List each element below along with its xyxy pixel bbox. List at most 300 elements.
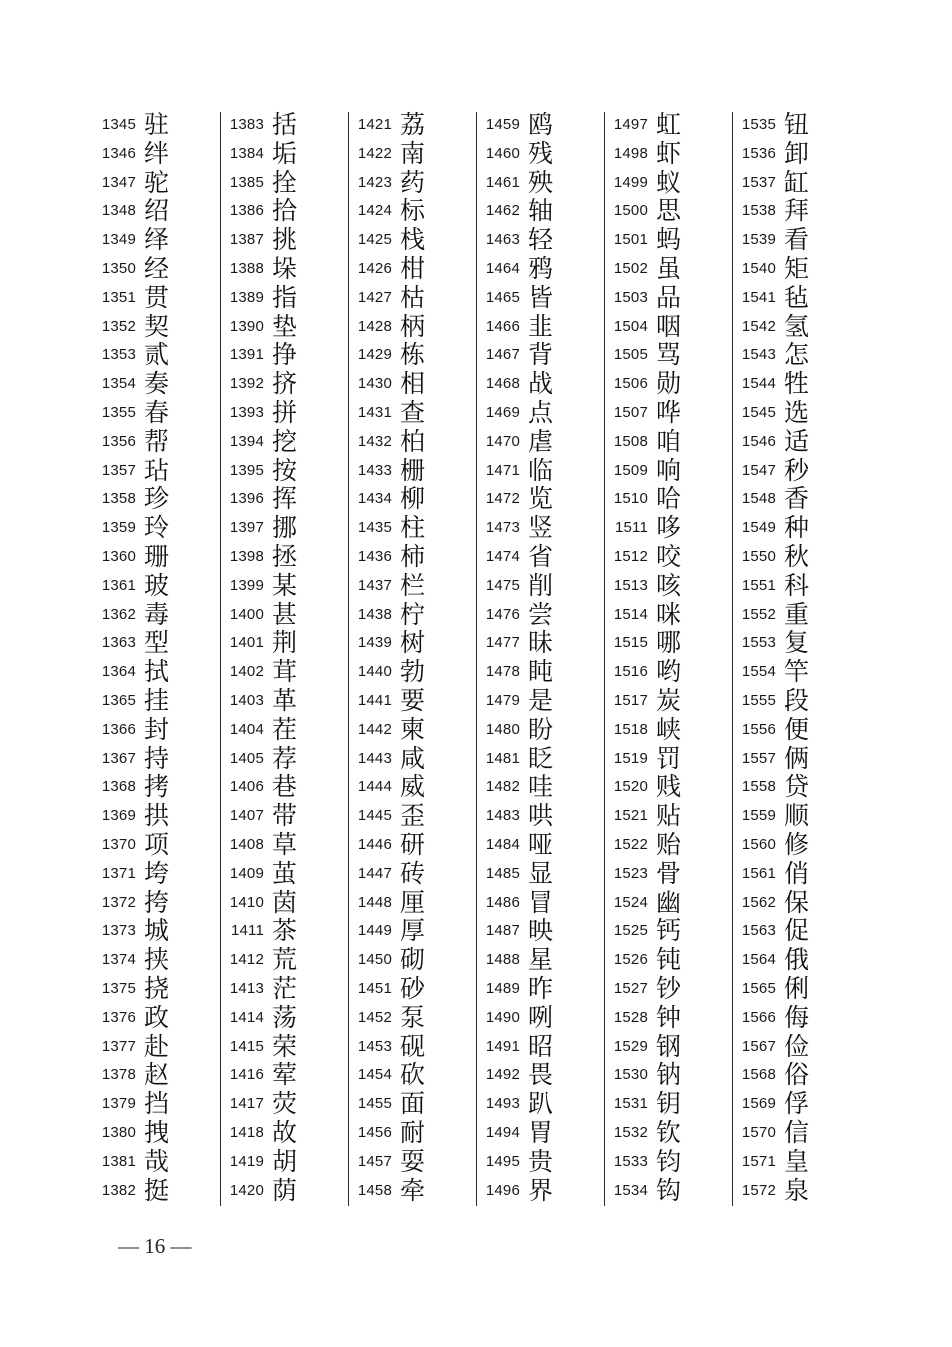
entry-number: 1386 [229,202,264,220]
entry-number: 1496 [485,1181,520,1199]
entry-number: 1442 [357,720,392,738]
character-entry [220,283,346,312]
entry-number: 1399 [229,576,264,594]
entry-number: 1548 [741,490,776,508]
character-entry [476,801,602,830]
character-entry [220,945,346,974]
entry-number: 1503 [613,288,648,306]
character-entry [92,340,218,369]
entry-number: 1424 [357,202,392,220]
character-entry [604,888,730,917]
character-entry [476,744,602,773]
entry-number: 1441 [357,692,392,709]
page-number: — 16 — [118,1234,192,1258]
character-entry [732,225,858,254]
character-entry [476,571,602,600]
character-entry [732,110,858,139]
character-entry [92,427,218,456]
entry-character: 威 [400,772,426,802]
entry-number: 1486 [485,893,520,911]
entry-character: 玷 [144,455,170,485]
character-entry [348,139,474,168]
entry-character: 虽 [656,254,682,283]
character-entry [476,254,602,283]
entry-number: 1492 [485,1066,520,1084]
entry-number: 1517 [613,692,648,709]
entry-character: 卸 [784,138,810,168]
entry-number: 1551 [741,576,776,594]
entry-character: 钠 [656,1060,682,1090]
entry-number: 1508 [613,432,648,450]
character-entry [732,657,858,686]
entry-number: 1393 [229,404,264,421]
entry-number: 1540 [741,260,776,277]
character-entry [348,312,474,341]
entry-number: 1469 [485,404,520,421]
entry-number: 1359 [101,519,136,537]
entry-character: 品 [656,282,682,312]
character-entry [92,1118,218,1147]
entry-number: 1398 [229,548,264,565]
entry-number: 1564 [741,951,776,969]
entry-number: 1485 [485,864,520,882]
entry-number: 1502 [613,260,648,277]
character-entry [348,168,474,197]
entry-number: 1440 [357,663,392,681]
entry-number: 1539 [741,231,776,249]
entry-character: 昨 [528,974,554,1003]
entry-number: 1352 [101,317,136,335]
entry-character: 幽 [656,887,682,917]
entry-number: 1467 [485,346,520,364]
entry-number: 1427 [357,288,392,306]
character-entry [604,456,730,485]
entry-number: 1372 [101,893,136,911]
character-entry [92,398,218,427]
character-entry [732,513,858,542]
entry-character: 指 [272,282,298,312]
entry-character: 哆 [656,513,682,543]
entry-number: 1368 [101,778,136,796]
character-entry [220,1176,346,1205]
entry-number: 1464 [485,260,520,277]
entry-character: 茵 [272,887,298,917]
character-entry [92,1176,218,1205]
character-entry [732,369,858,398]
entry-character: 绎 [144,225,170,255]
character-entry [604,1003,730,1032]
entry-character: 玲 [144,513,170,543]
character-entry [476,1176,602,1205]
character-entry [604,859,730,888]
entry-number: 1375 [101,980,136,997]
entry-character: 重 [784,599,810,629]
entry-character: 荐 [272,743,298,773]
entry-number: 1493 [485,1095,520,1113]
character-entry [220,974,346,1003]
entry-character: 蚂 [656,225,682,255]
entry-number: 1530 [613,1066,648,1084]
character-entry [348,456,474,485]
character-entry [604,916,730,945]
entry-number: 1373 [101,922,136,940]
entry-number: 1357 [101,461,136,479]
entry-number: 1436 [357,548,392,565]
entry-number: 1554 [741,663,776,681]
entry-number: 1348 [101,202,136,220]
character-entry [220,1032,346,1061]
character-entry [348,772,474,801]
character-entry [220,110,346,139]
column-divider [348,112,349,1206]
character-entry [220,859,346,888]
entry-character: 虐 [528,426,554,456]
character-entry [92,542,218,571]
entry-character: 树 [400,628,426,658]
character-entry [604,715,730,744]
character-entry [604,225,730,254]
entry-character: 柱 [400,513,426,543]
character-entry [732,945,858,974]
entry-number: 1369 [101,807,136,825]
entry-character: 贷 [784,772,810,802]
entry-character: 珊 [144,542,170,571]
entry-number: 1425 [357,231,392,249]
character-entry [92,513,218,542]
character-entry [348,657,474,686]
character-entry [92,1147,218,1176]
character-entry [604,772,730,801]
entry-number: 1526 [613,951,648,969]
entry-character: 研 [400,830,426,859]
character-entry [220,801,346,830]
entry-number: 1506 [613,375,648,393]
entry-number: 1412 [229,951,264,969]
entry-number: 1566 [741,1008,776,1026]
character-entry [92,168,218,197]
entry-number: 1347 [101,173,136,191]
entry-number: 1455 [357,1095,392,1113]
entry-character: 钧 [656,1146,682,1176]
entry-number: 1403 [229,692,264,709]
entry-character: 盼 [528,714,554,744]
entry-number: 1395 [229,461,264,479]
entry-number: 1515 [613,634,648,652]
entry-number: 1491 [485,1037,520,1055]
entry-number: 1494 [485,1124,520,1141]
entry-character: 驻 [144,110,170,139]
entry-character: 挡 [144,1089,170,1119]
character-entry [732,1089,858,1118]
entry-character: 经 [144,254,170,283]
entry-character: 临 [528,455,554,485]
character-entry [604,513,730,542]
entry-number: 1346 [101,144,136,162]
character-entry [476,916,602,945]
entry-number: 1535 [741,116,776,133]
entry-character: 荔 [400,110,426,139]
entry-character: 咬 [656,542,682,571]
entry-number: 1402 [229,663,264,681]
entry-character: 荒 [272,945,298,975]
entry-character: 段 [784,686,810,715]
entry-number: 1366 [101,720,136,738]
character-entry [220,398,346,427]
entry-character: 茶 [272,916,298,946]
entry-character: 竖 [528,513,554,543]
entry-character: 城 [144,916,170,946]
entry-character: 顺 [784,801,810,831]
character-entry [92,312,218,341]
entry-character: 枯 [400,282,426,312]
character-entry [476,369,602,398]
entry-character: 栋 [400,340,426,370]
entry-number: 1477 [485,634,520,652]
entry-number: 1451 [357,980,392,997]
character-entry [604,1176,730,1205]
entry-number: 1532 [613,1124,648,1141]
entry-character: 显 [528,858,554,888]
character-entry [732,312,858,341]
entry-number: 1429 [357,346,392,364]
entry-character: 氢 [784,311,810,341]
entry-character: 南 [400,138,426,168]
entry-number: 1500 [613,202,648,220]
entry-character: 拴 [272,167,298,197]
character-entry [476,686,602,715]
entry-number: 1370 [101,836,136,853]
character-entry [476,888,602,917]
entry-number: 1479 [485,692,520,709]
entry-character: 削 [528,570,554,600]
entry-character: 柏 [400,426,426,456]
entry-character: 赵 [144,1060,170,1090]
entry-number: 1568 [741,1066,776,1084]
entry-character: 胡 [272,1146,298,1176]
entry-character: 挂 [144,686,170,715]
entry-character: 皆 [528,282,554,312]
entry-character: 钥 [656,1089,682,1119]
entry-number: 1350 [101,260,136,277]
entry-number: 1541 [741,288,776,306]
entry-number: 1501 [613,231,648,249]
character-entry [476,168,602,197]
character-entry [604,801,730,830]
entry-character: 适 [784,426,810,456]
character-entry [92,1003,218,1032]
character-entry [348,1147,474,1176]
entry-character: 钮 [784,110,810,139]
entry-character: 茸 [272,657,298,687]
character-entry [476,1060,602,1089]
character-entry [348,513,474,542]
entry-character: 药 [400,167,426,197]
character-entry [348,830,474,859]
entry-number: 1396 [229,490,264,508]
character-entry [476,456,602,485]
character-entry [348,542,474,571]
entry-character: 茬 [272,714,298,744]
entry-number: 1378 [101,1066,136,1084]
character-entry [732,139,858,168]
character-entry [732,686,858,715]
character-entry [476,340,602,369]
character-entry [476,139,602,168]
entry-character: 牲 [784,369,810,399]
character-entry [348,1176,474,1205]
character-entry [220,715,346,744]
character-entry [92,1032,218,1061]
entry-number: 1480 [485,720,520,738]
entry-character: 挣 [272,340,298,370]
column-divider [604,112,605,1206]
entry-number: 1536 [741,144,776,162]
entry-character: 复 [784,628,810,658]
entry-character: 钩 [656,1175,682,1205]
entry-number: 1543 [741,346,776,364]
character-entry [220,196,346,225]
entry-character: 韭 [528,311,554,341]
entry-character: 鸥 [528,110,554,139]
character-entry [604,974,730,1003]
entry-number: 1416 [229,1066,264,1084]
character-entry [476,1118,602,1147]
character-entry [92,283,218,312]
entry-number: 1483 [485,807,520,825]
entry-number: 1407 [229,807,264,825]
character-entry [604,657,730,686]
entry-number: 1482 [485,778,520,796]
entry-number: 1381 [101,1152,136,1170]
entry-number: 1499 [613,173,648,191]
entry-character: 查 [400,398,426,427]
entry-number: 1533 [613,1152,648,1170]
character-entry [348,196,474,225]
entry-character: 垫 [272,311,298,341]
entry-character: 荆 [272,628,298,658]
entry-number: 1410 [229,893,264,911]
entry-number: 1511 [614,519,648,537]
entry-character: 荧 [272,1089,298,1119]
entry-character: 柬 [400,714,426,744]
entry-character: 映 [528,916,554,946]
character-entry [92,571,218,600]
character-entry [348,427,474,456]
entry-character: 砍 [400,1060,426,1090]
entry-number: 1569 [741,1095,776,1113]
entry-character: 贴 [656,801,682,831]
entry-number: 1557 [741,749,776,767]
entry-number: 1423 [357,173,392,191]
entry-number: 1553 [741,634,776,652]
entry-character: 帮 [144,426,170,456]
entry-character: 耍 [400,1146,426,1176]
entry-number: 1406 [229,778,264,796]
character-entry [348,945,474,974]
entry-number: 1408 [229,836,264,853]
entry-number: 1531 [613,1095,648,1113]
entry-number: 1487 [485,922,520,940]
entry-character: 奏 [144,369,170,399]
character-entry [732,974,858,1003]
character-entry [476,1147,602,1176]
entry-number: 1521 [613,807,648,825]
entry-character: 修 [784,830,810,859]
character-entry [604,398,730,427]
entry-character: 柠 [400,599,426,629]
entry-character: 厚 [400,916,426,946]
entry-number: 1457 [357,1152,392,1170]
entry-number: 1547 [741,461,776,479]
entry-character: 驼 [144,167,170,197]
entry-character: 缸 [784,167,810,197]
entry-character: 砌 [400,945,426,975]
entry-character: 轻 [528,225,554,255]
character-entry [732,715,858,744]
entry-character: 看 [784,225,810,255]
character-entry [476,398,602,427]
character-entry [92,657,218,686]
character-entry [476,1003,602,1032]
entry-character: 荣 [272,1031,298,1061]
entry-number: 1353 [101,346,136,364]
entry-character: 栏 [400,570,426,600]
entry-number: 1414 [229,1008,264,1026]
entry-number: 1458 [357,1181,392,1199]
character-entry [220,427,346,456]
character-entry [220,369,346,398]
character-entry [732,283,858,312]
character-entry [220,600,346,629]
character-entry [476,657,602,686]
entry-character: 拷 [144,772,170,802]
entry-character: 咪 [656,599,682,629]
entry-number: 1572 [741,1181,776,1199]
entry-number: 1523 [613,864,648,882]
entry-character: 皇 [784,1146,810,1176]
entry-character: 钢 [656,1031,682,1061]
entry-number: 1522 [613,836,648,853]
entry-number: 1514 [613,605,648,623]
character-entry [732,600,858,629]
entry-number: 1452 [357,1008,392,1026]
character-entry [732,484,858,513]
entry-character: 俄 [784,945,810,975]
character-entry [476,513,602,542]
entry-character: 点 [528,398,554,427]
entry-character: 耐 [400,1118,426,1147]
character-entry [348,1089,474,1118]
entry-character: 项 [144,830,170,859]
entry-number: 1542 [741,317,776,335]
entry-number: 1555 [741,692,776,709]
entry-character: 赴 [144,1031,170,1061]
character-entry [220,1147,346,1176]
character-entry [476,312,602,341]
entry-number: 1534 [613,1181,648,1199]
entry-number: 1567 [741,1037,776,1055]
entry-character: 响 [656,455,682,485]
entry-number: 1426 [357,260,392,277]
character-entry [220,830,346,859]
entry-character: 界 [528,1175,554,1205]
table-column [476,110,604,1210]
entry-number: 1388 [229,260,264,277]
entry-character: 要 [400,686,426,715]
entry-character: 罚 [656,743,682,773]
entry-character: 垛 [272,254,298,283]
entry-character: 拯 [272,542,298,571]
